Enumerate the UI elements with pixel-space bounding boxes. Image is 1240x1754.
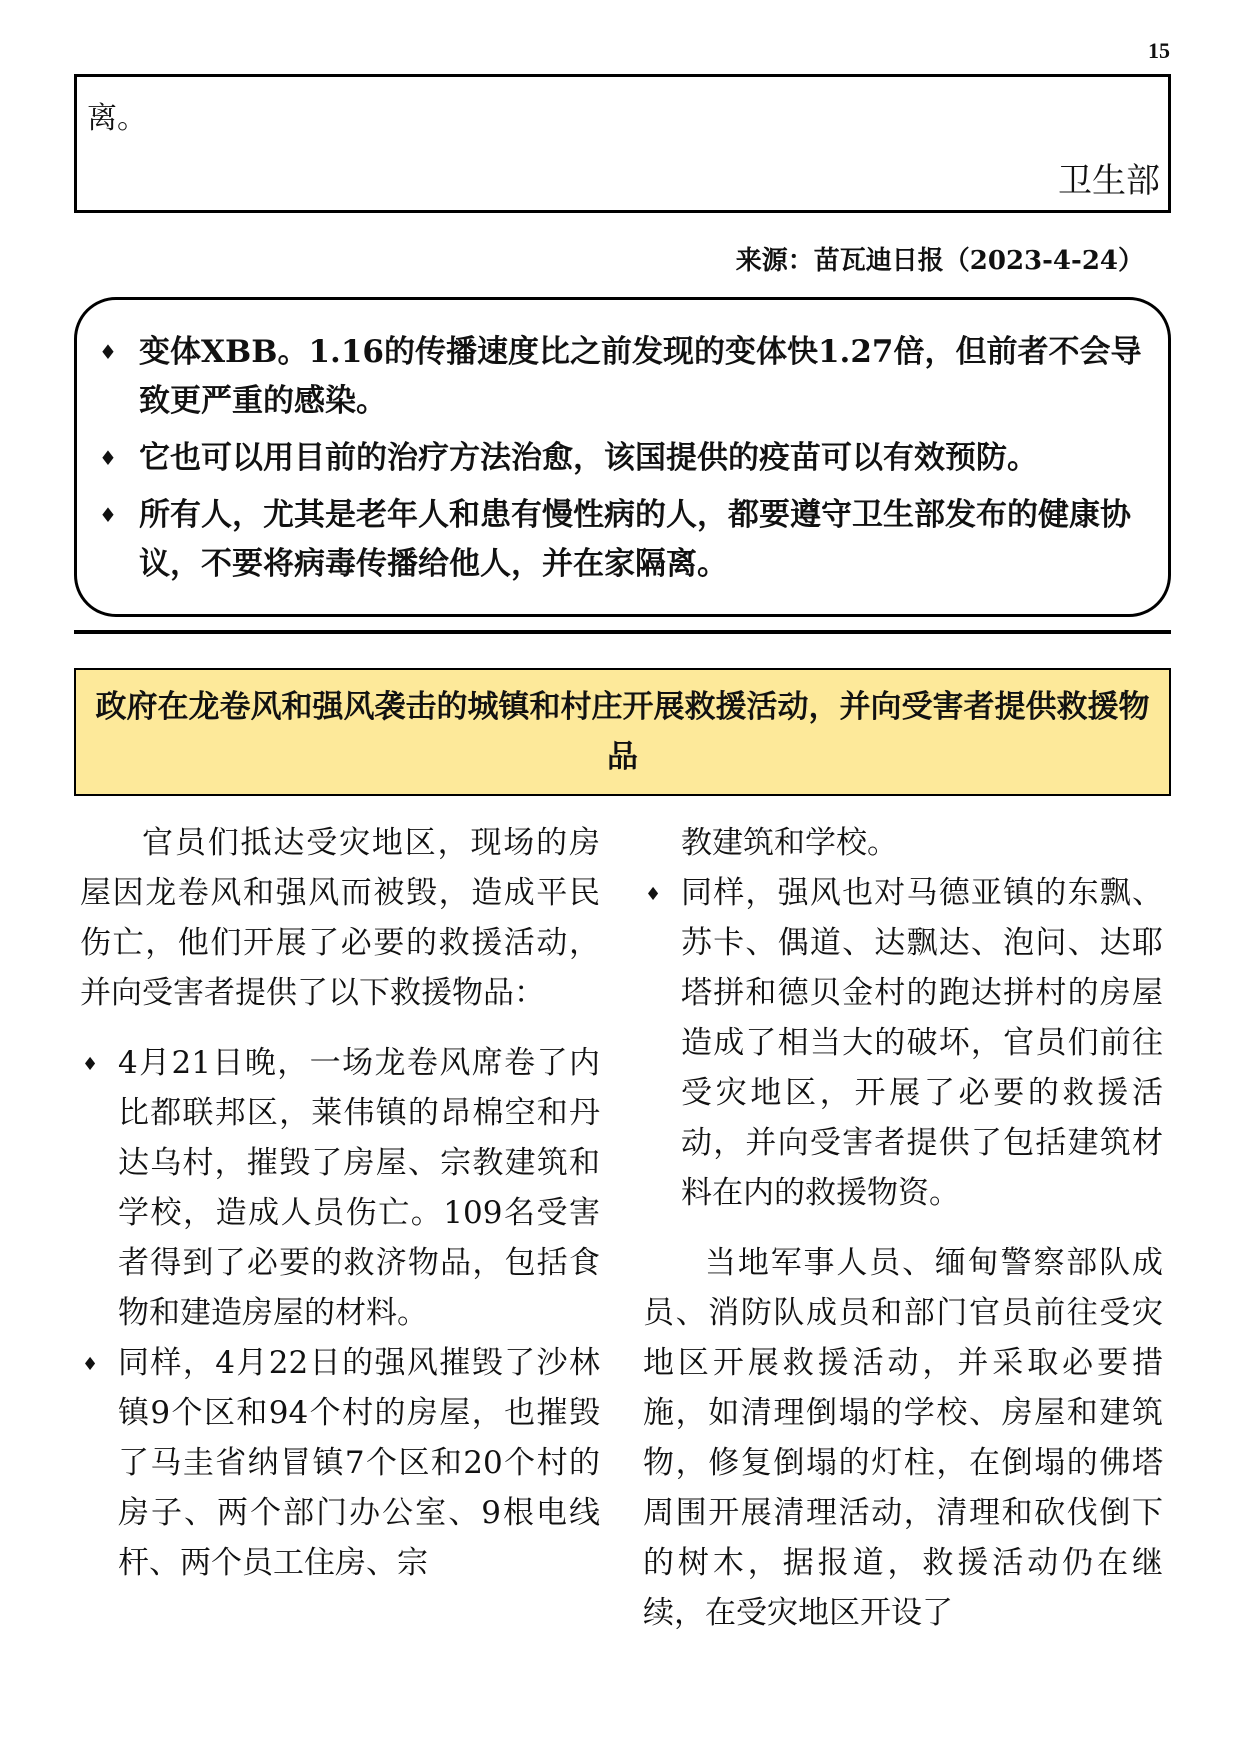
article-headline: 政府在龙卷风和强风袭击的城镇和村庄开展救援活动，并向受害者提供救援物品 bbox=[74, 668, 1171, 796]
summary-box bbox=[74, 297, 1171, 617]
diamond-bullet-icon: ♦ bbox=[82, 1054, 99, 1075]
article-continuation: 教建筑和学校。 bbox=[681, 825, 898, 861]
article-bullet-item: ♦ 4月21日晚，一场龙卷风席卷了内比都联邦区，莱伟镇的昂棉空和丹达乌村，摧毁了房屋、宗教建筑和学校，造成人员伤亡。109名受害者得到了必要的救济物品，包括食物和建造房屋的材料。 bbox=[80, 1038, 600, 1338]
article-bullet-item: ♦ 同样，强风也对马德亚镇的东飘、苏卡、偶道、达飘达、泡问、达耶塔拼和德贝金村的跑达拼村的房屋造成了相当大的破坏，官员们前往受灾地区，开展了必要的救援活动，并向受害者提供了包括建筑材料在内的救援物资。 bbox=[643, 868, 1163, 1218]
summary-item: ♦ 所有人，尤其是老年人和患有慢性病的人，都要遵守卫生部发布的健康协议，不要将病毒传播给他人，并在家隔离。 bbox=[97, 491, 1150, 589]
diamond-bullet-icon: ♦ bbox=[99, 340, 117, 364]
article-bullet-item: ♦ 同样，4月22日的强风摧毁了沙林镇9个区和94个村的房屋，也摧毁了马圭省纳冒镇7个区和20个村的房子、两个部门办公室、9根电线杆、两个员工住房、宗 bbox=[80, 1338, 600, 1588]
article-column-right bbox=[643, 818, 1163, 1638]
notice-box bbox=[74, 74, 1171, 213]
section-divider bbox=[74, 630, 1171, 634]
article-intro: 官员们抵达受灾地区，现场的房屋因龙卷风和强风而被毁，造成平民伤亡，他们开展了必要的救援活动，并向受害者提供了以下救援物品： bbox=[80, 825, 600, 1011]
article-bullet-list bbox=[643, 868, 1163, 1218]
summary-list bbox=[97, 328, 1150, 589]
notice-text: 离。 bbox=[87, 101, 147, 136]
diamond-bullet-icon: ♦ bbox=[82, 1354, 99, 1375]
notice-signature: 卫生部 bbox=[1058, 161, 1160, 201]
source-citation: 来源：苗瓦迪日报（2023-4-24） bbox=[735, 246, 1144, 276]
summary-item: ♦ 变体XBB。1.16的传播速度比之前发现的变体快1.27倍，但前者不会导致更严重的感染。 bbox=[97, 328, 1150, 426]
diamond-bullet-icon: ♦ bbox=[99, 503, 117, 527]
article-closing-paragraph: 当地军事人员、缅甸警察部队成员、消防队成员和部门官员前往受灾地区开展救援活动，并采取必要措施，如清理倒塌的学校、房屋和建筑物，修复倒塌的灯柱，在倒塌的佛塔周围开展清理活动，清理和砍伐倒下的树木，据报道，救援活动仍在继续，在受灾地区开设了 bbox=[643, 1245, 1163, 1631]
article-column-left bbox=[80, 818, 600, 1588]
diamond-bullet-icon: ♦ bbox=[99, 446, 117, 470]
page-number: 15 bbox=[1148, 38, 1170, 63]
summary-item: ♦ 它也可以用目前的治疗方法治愈，该国提供的疫苗可以有效预防。 bbox=[97, 434, 1150, 483]
diamond-bullet-icon: ♦ bbox=[645, 884, 662, 905]
article-bullet-list bbox=[80, 1038, 600, 1588]
